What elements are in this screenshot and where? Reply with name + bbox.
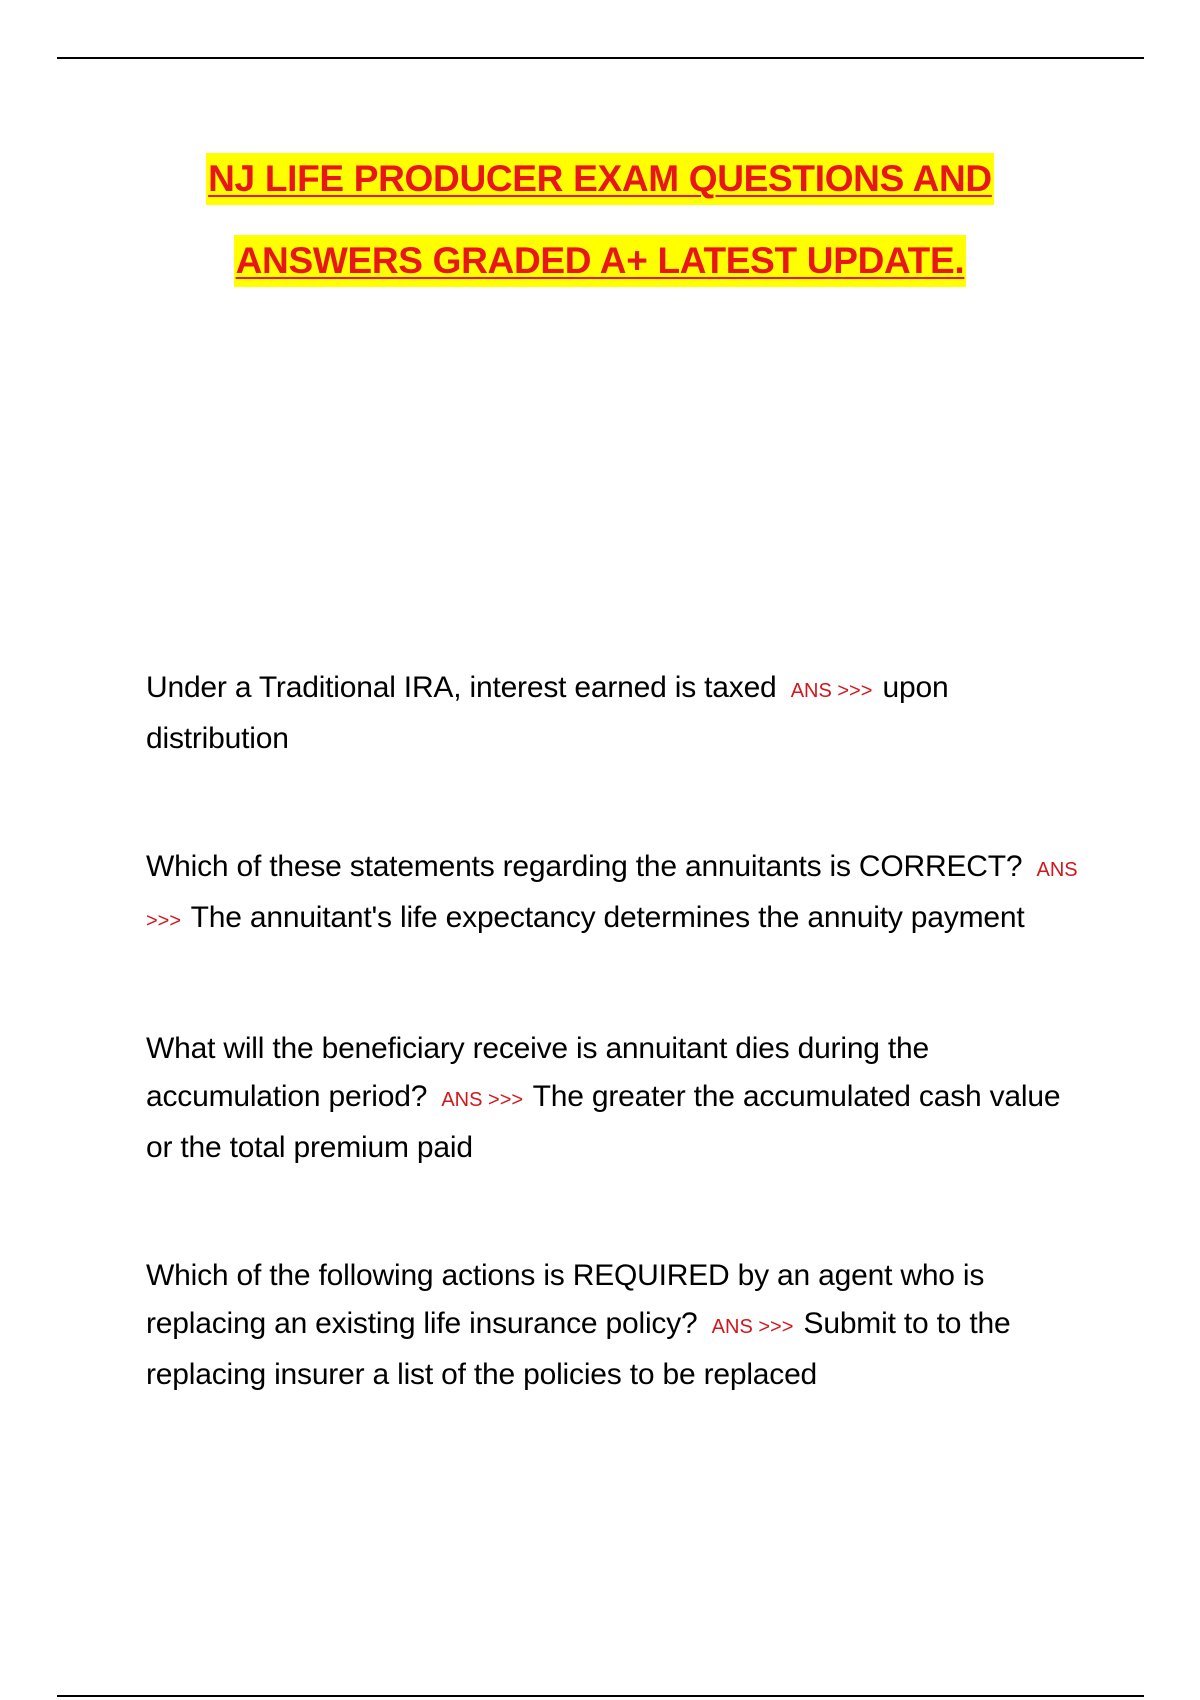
answer-text: The annuitant's life expectancy determines the annuity payment bbox=[190, 901, 1025, 934]
title-text-2: ANSWERS GRADED A+ LATEST UPDATE. bbox=[234, 235, 967, 287]
qa-item bbox=[146, 1025, 1086, 1172]
answer-marker: ANS >>> bbox=[790, 680, 873, 702]
qa-list bbox=[146, 664, 1086, 1399]
qa-item bbox=[146, 1252, 1086, 1399]
qa-item bbox=[146, 664, 1086, 763]
qa-item bbox=[146, 843, 1086, 945]
question-text: Under a Traditional IRA, interest earned is taxed bbox=[146, 671, 777, 704]
title-line-1 bbox=[0, 146, 1200, 228]
answer-marker: ANS >>> bbox=[146, 859, 1078, 932]
bottom-rule bbox=[57, 1695, 1144, 1697]
answer-marker: ANS >>> bbox=[711, 1316, 794, 1338]
top-rule bbox=[57, 57, 1144, 59]
answer-marker: ANS >>> bbox=[441, 1089, 524, 1111]
question-text: Which of the following actions is REQUIRED by an agent who is replacing an existing life insurance policy? bbox=[146, 1259, 985, 1340]
answer-text: Submit to to the replacing insurer a list of the policies to be replaced bbox=[146, 1307, 1011, 1391]
question-text: Which of these statements regarding the annuitants is CORRECT? bbox=[146, 850, 1023, 883]
question-text: What will the beneficiary receive is annuitant dies during the accumulation period? bbox=[146, 1032, 930, 1113]
document-title bbox=[0, 146, 1200, 310]
title-line-2 bbox=[0, 228, 1200, 310]
answer-text: The greater the accumulated cash value or the total premium paid bbox=[146, 1080, 1061, 1164]
answer-text: upon distribution bbox=[146, 671, 949, 755]
title-text-1: NJ LIFE PRODUCER EXAM QUESTIONS AND bbox=[206, 153, 994, 205]
